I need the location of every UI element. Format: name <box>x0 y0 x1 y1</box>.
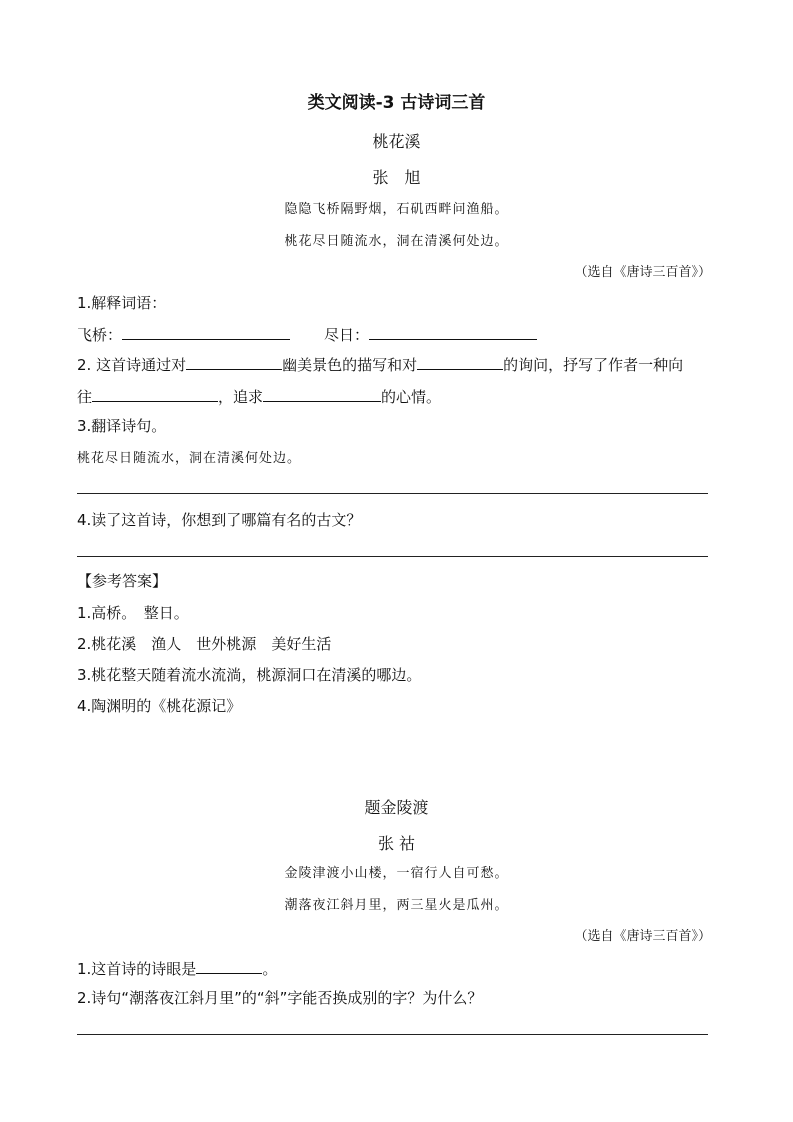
page-title: 类文阅读-3 古诗词三首 <box>307 93 486 113</box>
poem2-question-2: 2.诗句“潮落夜江斜月里”的“斜”字能否换成别的字？为什么？ <box>77 989 483 1007</box>
question-2-text-e: ，追求 <box>218 388 264 406</box>
answer-3: 3.桃花整天随着流水流淌，桃源洞口在清溪的哪边。 <box>77 666 422 684</box>
answer-blank-q2-d[interactable] <box>263 385 381 402</box>
poem2-source: （选自《唐诗三百首》） <box>574 929 711 944</box>
answer-blank-feiqiao[interactable] <box>122 323 290 340</box>
poem2-line-1: 金陵津渡小山楼，一宿行人自可愁。 <box>284 866 509 881</box>
poem1-line-2: 桃花尽日随流水，洞在清溪何处边。 <box>284 234 509 249</box>
question-2-text-b: 幽美景色的描写和对 <box>282 356 418 374</box>
poem2-title: 题金陵渡 <box>364 798 429 817</box>
term-feiqiao: 飞桥： <box>77 326 123 344</box>
answer-blank-q2-a[interactable] <box>186 353 282 370</box>
question-4-label: 4.读了这首诗，你想到了哪篇有名的古文？ <box>77 511 362 529</box>
answer-line-q3[interactable] <box>77 493 708 494</box>
answer-line-poem2-q2[interactable] <box>77 1034 708 1035</box>
poem2-line-2: 潮落夜江斜月里，两三星火是瓜州。 <box>284 898 509 913</box>
answer-blank-jinri[interactable] <box>369 323 537 340</box>
answer-2: 2.桃花溪 渔人 世外桃源 美好生活 <box>77 635 332 653</box>
poem2-question-1 <box>77 957 277 979</box>
poem2-question-1-end: 。 <box>262 960 278 978</box>
poem1-line-1: 隐隐飞桥隔野烟，石矶西畔问渔船。 <box>284 202 509 217</box>
question-2-text-d: 往 <box>77 388 93 406</box>
question-3-label: 3.翻译诗句。 <box>77 417 167 435</box>
answer-blank-q2-c[interactable] <box>92 385 218 402</box>
answer-line-q4[interactable] <box>77 556 708 557</box>
poem2-author: 张 祜 <box>377 834 416 853</box>
poem2-question-1-text: 1.这首诗的诗眼是 <box>77 960 197 978</box>
poem1-source: （选自《唐诗三百首》） <box>574 265 711 280</box>
question-3-verse: 桃花尽日随流水，洞在清溪何处边。 <box>77 451 302 466</box>
poem1-title: 桃花溪 <box>372 132 421 151</box>
term-jinri: 尽日： <box>324 326 370 344</box>
answer-1: 1.高桥。 整日。 <box>77 604 189 622</box>
answers-header: 【参考答案】 <box>77 572 168 590</box>
question-1-label: 1.解释词语： <box>77 294 167 312</box>
answer-blank-q2-b[interactable] <box>417 353 503 370</box>
question-2-text-f: 的心情。 <box>381 388 442 406</box>
question-2-line-1 <box>77 353 683 375</box>
answer-4: 4.陶渊明的《桃花源记》 <box>77 697 242 715</box>
poem1-author: 张 旭 <box>372 168 421 187</box>
question-2-text-c: 的询问，抒写了作者一种向 <box>503 356 684 374</box>
question-2-text-a: 2. 这首诗通过对 <box>77 356 187 374</box>
question-2-line-2 <box>77 385 441 407</box>
answer-blank-shiyan[interactable] <box>196 957 262 974</box>
question-1-line <box>77 323 537 345</box>
